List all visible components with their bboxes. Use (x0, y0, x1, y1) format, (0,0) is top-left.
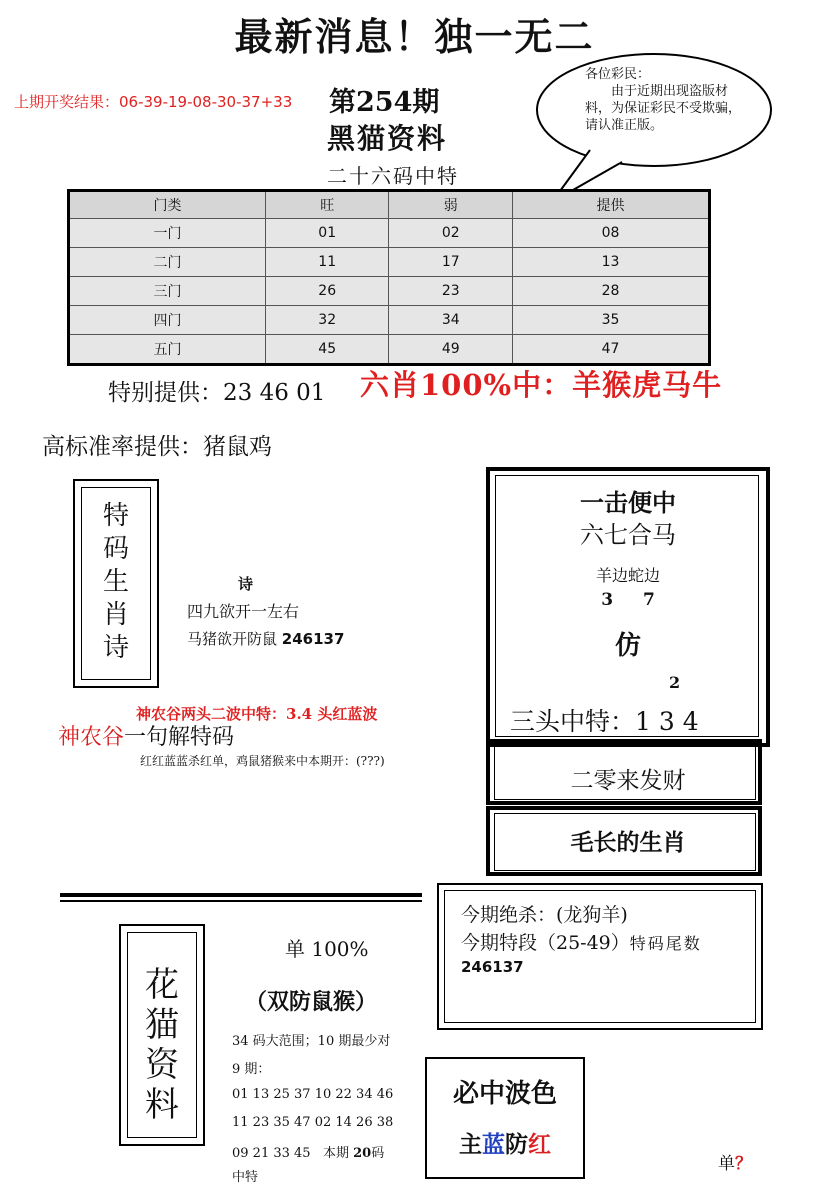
yangbian-line: 羊边蛇边 (595, 566, 660, 585)
divider-thin (60, 900, 422, 902)
poem-line-2-number: 246137 (281, 630, 345, 648)
poem-vertical-title (73, 500, 159, 665)
wave-main-c: 防 (505, 1131, 528, 1158)
number-table (67, 189, 711, 366)
table-cell: 17 (389, 248, 513, 277)
high-accuracy-line: 高标准率提供：猪鼠鸡 (42, 434, 272, 460)
dan-question-a: 单 (718, 1154, 735, 1174)
table-cell: 一门 (69, 219, 266, 248)
number-two: 2 (669, 673, 681, 692)
table-cell: 34 (389, 306, 513, 335)
fang-char: 仿 (614, 631, 641, 661)
table-cell: 35 (513, 306, 710, 335)
table-row (69, 277, 710, 306)
huamao-line-6: 中特 (232, 1170, 259, 1185)
table-cell: 11 (265, 248, 389, 277)
huamao-title-char: 料 (145, 1085, 179, 1125)
erling-text: 二零来发财 (570, 768, 686, 794)
shuangfang-line: （双防鼠猴） (245, 989, 378, 1015)
kill-line-1: 今期绝杀：(龙狗羊) (461, 904, 628, 926)
table-cell: 32 (265, 306, 389, 335)
table-cell: 二门 (69, 248, 266, 277)
shennong-title-red: 神农谷 (58, 725, 125, 750)
shennong-title-black: 一句解特码 (124, 725, 235, 750)
table-header-cell: 提供 (513, 191, 710, 219)
table-row (69, 248, 710, 277)
poem-line-2 (187, 628, 344, 649)
table-cell: 49 (389, 335, 513, 365)
table-row (69, 335, 710, 365)
huamao-title-char: 猫 (145, 1005, 179, 1045)
kill-line-3: 246137 (461, 958, 524, 976)
divider-thick (60, 893, 422, 897)
wave-main-red: 红 (528, 1131, 551, 1158)
huamao-line-2: 9 期： (232, 1062, 271, 1077)
table-cell: 13 (513, 248, 710, 277)
yiji-heading: 一击便中 (580, 488, 676, 517)
table-row (69, 306, 710, 335)
heimao-heading: 黑猫资料 (327, 122, 448, 155)
kill-line-2 (461, 928, 702, 955)
bubble-notice (585, 66, 745, 134)
huamao-line-3: 01 13 25 37 10 22 34 46 (232, 1087, 394, 1102)
last-draw-result: 上期开奖结果：06-39-19-08-30-37+33 (14, 93, 293, 111)
huamao-line-5 (232, 1142, 384, 1161)
huamao-title-char: 花 (145, 965, 179, 1005)
table-cell: 28 (513, 277, 710, 306)
table-cell: 23 (389, 277, 513, 306)
dan-question-mark: ？ (735, 1154, 752, 1174)
poem-title-char: 肖 (102, 600, 129, 630)
huamao-vertical-title (119, 965, 205, 1125)
table-header-cell: 旺 (265, 191, 389, 219)
numbers-line: 3 7 (601, 590, 655, 610)
subtitle: 二十六码中特 (327, 164, 459, 188)
table-cell: 26 (265, 277, 389, 306)
table-header-cell: 弱 (389, 191, 513, 219)
table-cell: 四门 (69, 306, 266, 335)
maochang-text: 毛长的生肖 (570, 829, 686, 856)
huamao-line-1: 34 码大范围；10 期最少对 (232, 1034, 391, 1049)
santou-line: 三头中特：1 3 4 (510, 707, 699, 736)
bubble-greeting: 各位彩民： (585, 67, 651, 82)
poem-label: 诗 (238, 575, 254, 593)
table-cell: 08 (513, 219, 710, 248)
dan-100: 单 100% (285, 937, 369, 961)
kill-line-2-a: 今期特段（25-49） (461, 932, 630, 954)
poem-line-2-text: 马猪欲开防鼠 (187, 630, 282, 648)
bubble-message: 由于近期出现盗版材料，为保证彩民不受欺骗，请认准正版。 (585, 84, 742, 133)
huamao-line-5-b: 20 (353, 1146, 372, 1161)
huamao-line-5-c: 码 (371, 1146, 385, 1161)
poem-title-char: 生 (102, 567, 129, 597)
huamao-line-5-a: 09 21 33 45 本期 (232, 1146, 354, 1161)
table-header-row (69, 191, 710, 219)
wave-main (425, 1126, 585, 1159)
page-title: 最新消息！独一无二 (234, 14, 595, 59)
wave-title: 必中波色 (452, 1079, 557, 1109)
huamao-title-char: 资 (145, 1045, 179, 1085)
table-cell: 02 (389, 219, 513, 248)
period-number: 第254期 (329, 87, 440, 118)
shennong-red-line: 神农谷两头二波中特：3.4 头红蓝波 (136, 705, 378, 723)
poem-title-char: 码 (102, 534, 129, 564)
dan-question (718, 1149, 752, 1174)
shennong-title (58, 720, 234, 751)
table-cell: 五门 (69, 335, 266, 365)
wave-main-blue: 蓝 (482, 1131, 505, 1158)
table-row (69, 219, 710, 248)
shennong-description: 红红蓝蓝杀红单，鸡鼠猪猴来中本期开：(???) (140, 754, 385, 768)
huamao-line-4: 11 23 35 47 02 14 26 38 (232, 1115, 394, 1130)
special-offer: 特别提供：23 46 01 (108, 380, 326, 406)
table-cell: 45 (265, 335, 389, 365)
kill-line-2-b: 特码尾数 (629, 934, 702, 953)
six-zodiac-headline: 六肖100%中：羊猴虎马牛 (360, 368, 723, 402)
table-cell: 三门 (69, 277, 266, 306)
poem-title-char: 特 (102, 501, 129, 531)
table-cell: 47 (513, 335, 710, 365)
poem-line-1: 四九欲开一左右 (187, 602, 300, 621)
table-header-cell: 门类 (69, 191, 266, 219)
liuqi-line: 六七合马 (580, 521, 676, 549)
poem-title-char: 诗 (102, 633, 129, 663)
table-cell: 01 (265, 219, 389, 248)
wave-main-a: 主 (459, 1131, 482, 1158)
